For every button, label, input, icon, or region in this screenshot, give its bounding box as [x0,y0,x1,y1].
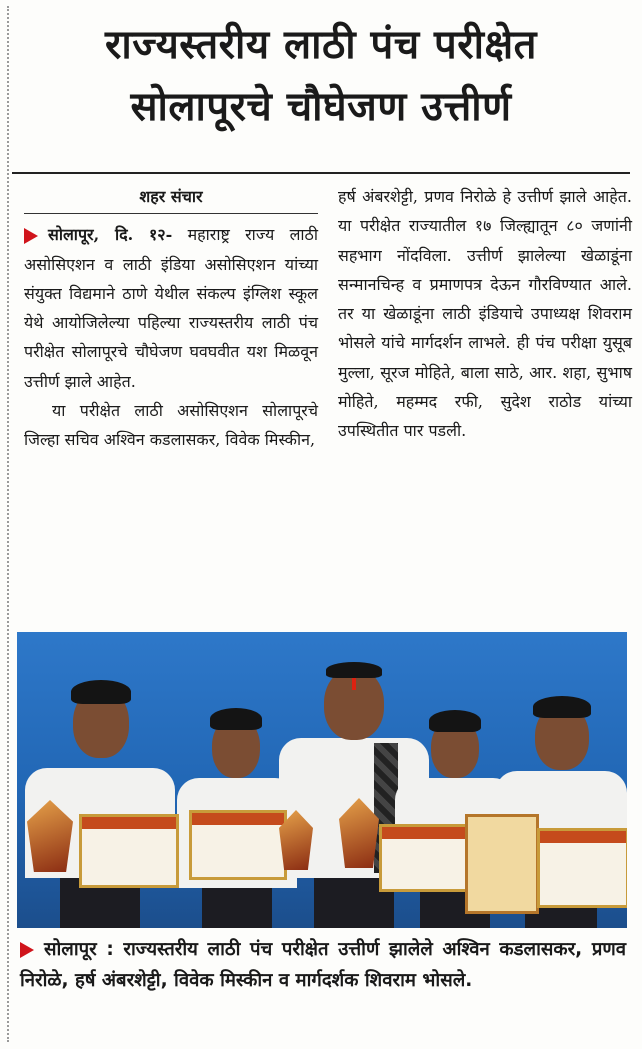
paragraph-1-text: महाराष्ट्र राज्य लाठी असोसिएशन व लाठी इंडिया असोसिएशन यांच्या संयुक्त विद्यमाने ठाणे येथील संकल्प इंग्लिश स्कूल येथे आयोजिलेल्या पहिल्या राज्यस्तरीय लाठी पंच परीक्षेत सोलापूरचे चौघेजण घवघवीत यश मिळवून उत्तीर्ण झाले आहेत. [24,225,318,391]
certificate-4 [537,828,627,908]
memento-frame [465,814,539,914]
article-column-right [338,182,632,446]
photo-caption [20,934,626,996]
certificate-2 [189,810,287,880]
red-triangle-bullet-icon [24,228,38,244]
certificate-3 [379,824,469,892]
article-paragraph-2-start: या परीक्षेत लाठी असोसिएशन सोलापूरचे जिल्हा सचिव अश्विन कडलासकर, विवेक मिस्कीन, [24,401,318,450]
caption-lead: सोलापूर : [44,939,114,960]
article-paragraph-2-continued: हर्ष अंबरशेट्टी, प्रणव निरोळे हे उत्तीर्ण झाले आहेत. या परीक्षेत राज्यातील १७ जिल्ह्यातून ८० जणांनी सहभाग नोंदविला. उत्तीर्ण झालेल्या खेळाडूंना सन्मानचिन्ह व प्रमाणपत्र देऊन गौरविण्यात आले. तर या खेळाडूंना लाठी इंडियाचे उपाध्यक्ष शिवराम भोसले यांचे मार्गदर्शन लाभले. ही पंच परीक्षा युसूब मुल्ला, सूरज मोहिते, बाला साठे, आर. शहा, सुभाष मोहिते, महम्मद रफी, सुदेश राठोड यांच्या उपस्थितीत पार पडली. [338,187,632,441]
dateline: सोलापूर, दि. १२- [48,225,173,245]
red-triangle-bullet-icon [20,942,34,958]
article-column-left [24,182,318,455]
article-paragraph-1 [24,220,318,396]
headline-rule [12,172,630,174]
certificate-1 [79,814,179,888]
byline: शहर संचार [24,182,318,214]
headline-line-2: सोलापूरचे चौघेजण उत्तीर्ण [130,84,512,130]
headline [10,14,632,138]
caption-text: राज्यस्तरीय लाठी पंच परीक्षेत उत्तीर्ण झालेले अश्विन कडलासकर, प्रणव निरोळे, हर्ष अंबरशेट्टी, विवेक मिस्कीन व मार्गदर्शक शिवराम भोसले. [20,939,627,991]
group-photo [17,632,627,928]
headline-line-1: राज्यस्तरीय लाठी पंच परीक्षेत [105,22,537,68]
